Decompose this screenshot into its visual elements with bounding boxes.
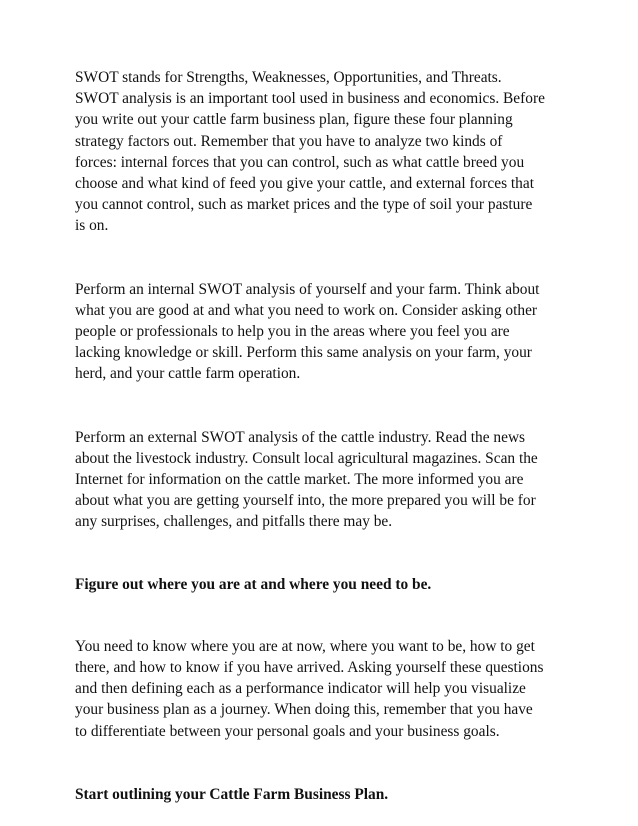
- text-line: Perform an external SWOT analysis of the cattle industry. Read the news: [75, 428, 526, 446]
- paragraph-spacer: [75, 385, 565, 427]
- text-line: people or professionals to help you in the areas where you feel you are: [75, 323, 510, 341]
- text-line: is on.: [75, 217, 109, 235]
- paragraph-spacer: [75, 742, 565, 784]
- text-line: lacking knowledge or skill. Perform this same analysis on your farm, your: [75, 344, 532, 362]
- text-line: about the livestock industry. Consult local agricultural magazines. Scan the: [75, 449, 538, 467]
- document-page: [75, 67, 565, 805]
- paragraph-know-where-you-are: [75, 636, 565, 742]
- text-line: you cannot control, such as market prices and the type of soil your pasture: [75, 196, 533, 214]
- text-line: Perform an internal SWOT analysis of yourself and your farm. Think about: [75, 280, 540, 298]
- text-line: what you are good at and what you need to work on. Consider asking other: [75, 301, 538, 319]
- paragraph-spacer: [75, 595, 565, 636]
- text-line: You need to know where you are at now, where you want to be, how to get: [75, 637, 535, 655]
- section-heading-goals: Figure out where you are at and where you need to be.: [75, 575, 432, 593]
- text-line: strategy factors out. Remember that you have to analyze two kinds of: [75, 132, 503, 150]
- paragraph-internal-swot: [75, 279, 565, 385]
- paragraph-swot-intro: [75, 67, 565, 237]
- text-line: SWOT analysis is an important tool used in business and economics. Before: [75, 90, 545, 108]
- section-heading-outline: Start outlining your Cattle Farm Business Plan.: [75, 785, 389, 803]
- paragraph-external-swot: [75, 427, 565, 533]
- paragraph-spacer: [75, 533, 565, 574]
- text-line: you write out your cattle farm business plan, figure these four planning: [75, 111, 513, 129]
- text-line: choose and what kind of feed you give your cattle, and external forces that: [75, 175, 534, 193]
- text-line: there, and how to know if you have arrived. Asking yourself these questions: [75, 659, 544, 677]
- text-line: to differentiate between your personal goals and your business goals.: [75, 722, 500, 740]
- text-line: forces: internal forces that you can control, such as what cattle breed you: [75, 153, 525, 171]
- text-line: about what you are getting yourself into, the more prepared you will be for: [75, 492, 536, 510]
- text-line: your business plan as a journey. When doing this, remember that you have: [75, 701, 533, 719]
- text-line: and then defining each as a performance indicator will help you visualize: [75, 680, 526, 698]
- paragraph-spacer: [75, 237, 565, 279]
- text-line: any surprises, challenges, and pitfalls there may be.: [75, 513, 393, 531]
- text-line: SWOT stands for Strengths, Weaknesses, Opportunities, and Threats.: [75, 69, 502, 86]
- text-line: herd, and your cattle farm operation.: [75, 365, 301, 383]
- text-line: Internet for information on the cattle market. The more informed you are: [75, 471, 524, 489]
